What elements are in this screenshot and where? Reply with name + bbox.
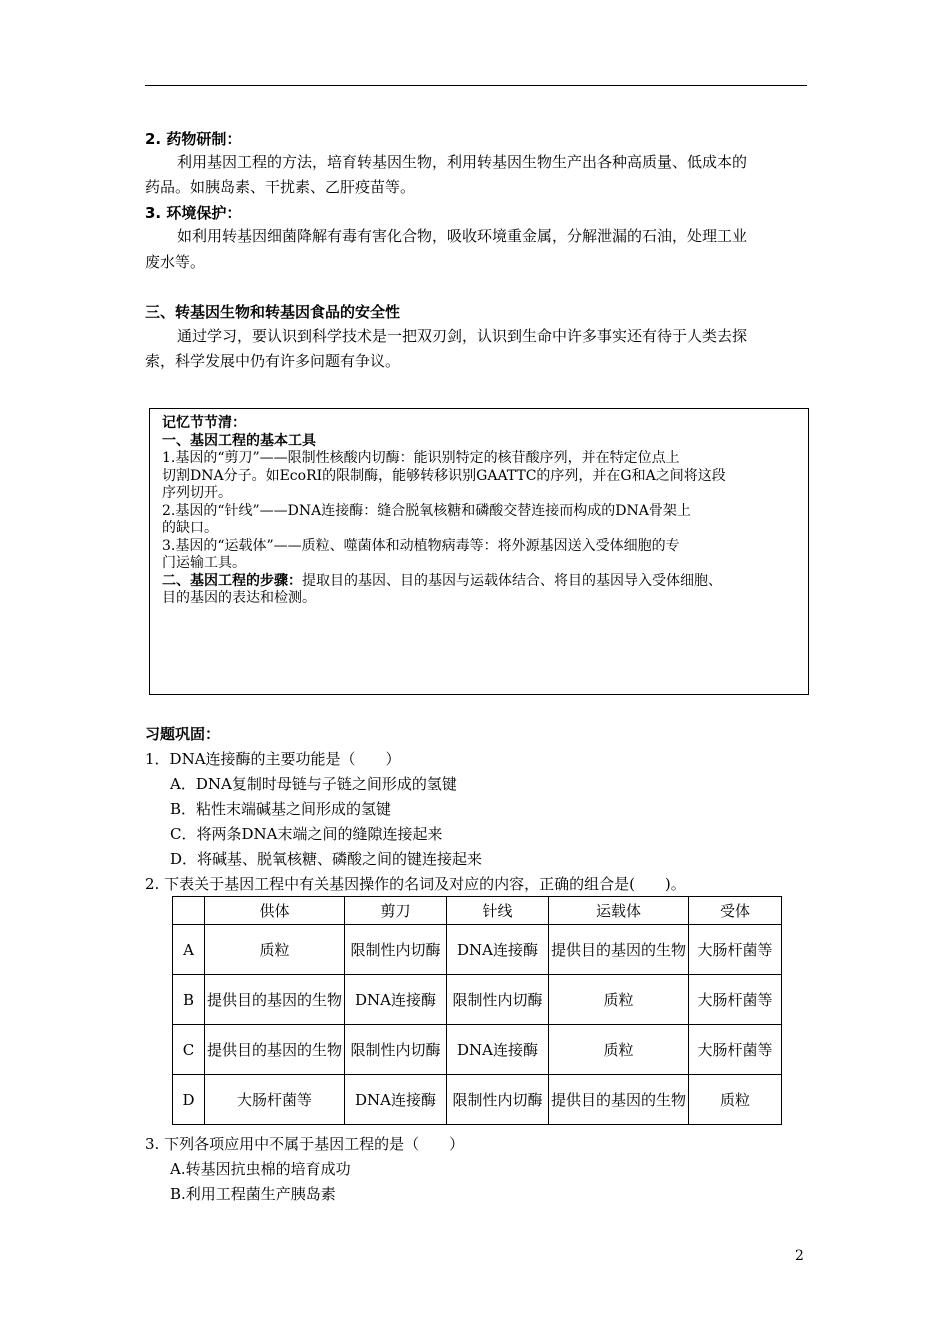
option-a: A.转基因抗虫棉的培育成功 <box>170 1160 351 1178</box>
section-title-safety: 三、转基因生物和转基因食品的安全性 <box>145 303 401 321</box>
table-row <box>173 925 782 975</box>
table-cell: DNA连接酶 <box>447 1025 549 1075</box>
memo-line: 的缺口。 <box>162 520 218 536</box>
table-cell: D <box>173 1075 205 1125</box>
table-cell: C <box>173 1025 205 1075</box>
table-cell: 大肠杆菌等 <box>205 1075 345 1125</box>
table-cell: 质粒 <box>549 1025 689 1075</box>
option-a: A．DNA复制时母链与子链之间形成的氢键 <box>170 775 457 793</box>
question-2: 2. 下表关于基因工程中有关基因操作的名词及对应的内容，正确的组合是( )。 <box>145 875 686 893</box>
table-cell: 限制性内切酶 <box>345 1025 447 1075</box>
table-cell: DNA连接酶 <box>345 975 447 1025</box>
memo-line: 1.基因的“剪刀”——限制性核酸内切酶：能识别特定的核苷酸序列，并在特定位点上 <box>162 450 680 466</box>
paragraph-line: 如利用转基因细菌降解有毒有害化合物，吸收环境重金属，分解泄漏的石油，处理工业 <box>177 227 748 245</box>
table-cell: 限制性内切酶 <box>447 1075 549 1125</box>
table-cell: 限制性内切酶 <box>447 975 549 1025</box>
question-3: 3. 下列各项应用中不属于基因工程的是（ ） <box>145 1135 465 1153</box>
memo-line: 门运输工具。 <box>162 555 246 571</box>
table-header-cell: 剪刀 <box>345 897 447 925</box>
table-cell: 大肠杆菌等 <box>689 925 782 975</box>
table-header-cell: 运载体 <box>549 897 689 925</box>
table-cell: DNA连接酶 <box>447 925 549 975</box>
page-number: 2 <box>795 1248 804 1264</box>
table-header-cell: 针线 <box>447 897 549 925</box>
question-1: 1．DNA连接酶的主要功能是（ ） <box>145 750 401 768</box>
option-c: C．将两条DNA末端之间的缝隙连接起来 <box>170 825 443 843</box>
table-row <box>173 975 782 1025</box>
memo-line: 序列切开。 <box>162 485 232 501</box>
paragraph-line: 药品。如胰岛素、干扰素、乙肝疫苗等。 <box>145 178 416 196</box>
memo-heading: 一、基因工程的基本工具 <box>162 432 316 449</box>
memo-line: 切割DNA分子。如EcoRI的限制酶，能够转移识别GAATTC的序列，并在G和A之间将这段 <box>162 467 726 484</box>
exercises-title: 习题巩固： <box>145 725 221 743</box>
section-title-environment: 3. 环境保护： <box>145 204 242 222</box>
memo-line: 3.基因的“运载体”——质粒、噬菌体和动植物病毒等：将外源基因送入受体细胞的专 <box>162 537 680 554</box>
table-row <box>173 1025 782 1075</box>
memo-line: 2.基因的“针线”——DNA连接酶：缝合脱氧核糖和磷酸交替连接而构成的DNA骨架上 <box>162 502 691 519</box>
paragraph-line: 索，科学发展中仍有许多问题有争议。 <box>145 352 401 370</box>
table-cell: 限制性内切酶 <box>345 925 447 975</box>
paragraph-line: 通过学习，要认识到科学技术是一把双刃剑，认识到生命中许多事实还有待于人类去探 <box>177 327 748 345</box>
memo-line: 提取目的基因、目的基因与运载体结合、将目的基因导入受体细胞、 <box>302 572 722 589</box>
table-cell: 质粒 <box>689 1075 782 1125</box>
table-cell: 提供目的基因的生物 <box>205 975 345 1025</box>
section-title-drug: 2. 药物研制： <box>145 130 242 148</box>
table-header-cell: 供体 <box>205 897 345 925</box>
table-row <box>173 1075 782 1125</box>
table-cell: B <box>173 975 205 1025</box>
table-cell: A <box>173 925 205 975</box>
memory-box <box>149 408 809 695</box>
table-cell: 质粒 <box>549 975 689 1025</box>
table-cell: 大肠杆菌等 <box>689 1025 782 1075</box>
option-b: B.利用工程菌生产胰岛素 <box>170 1185 336 1203</box>
option-d: D．将碱基、脱氧核糖、磷酸之间的键连接起来 <box>170 850 483 868</box>
paragraph-line: 利用基因工程的方法，培育转基因生物，利用转基因生物生产出各种高质量、低成本的 <box>177 153 748 171</box>
memo-title: 记忆节节清： <box>162 415 246 431</box>
header-rule <box>145 85 807 86</box>
memo-heading: 二、基因工程的步骤： <box>162 572 302 589</box>
table-cell: DNA连接酶 <box>345 1075 447 1125</box>
paragraph-line: 废水等。 <box>145 253 206 271</box>
table-cell: 质粒 <box>205 925 345 975</box>
table-cell: 提供目的基因的生物 <box>205 1025 345 1075</box>
gene-operation-table <box>172 896 782 1125</box>
table-cell: 提供目的基因的生物 <box>549 925 689 975</box>
table-cell: 大肠杆菌等 <box>689 975 782 1025</box>
table-cell: 提供目的基因的生物 <box>549 1075 689 1125</box>
option-b: B．粘性末端碱基之间形成的氢键 <box>170 800 392 818</box>
table-header-cell: 受体 <box>689 897 782 925</box>
table-header-row <box>173 897 782 925</box>
memo-line: 目的基因的表达和检测。 <box>162 590 316 606</box>
table-header-cell <box>173 897 205 925</box>
